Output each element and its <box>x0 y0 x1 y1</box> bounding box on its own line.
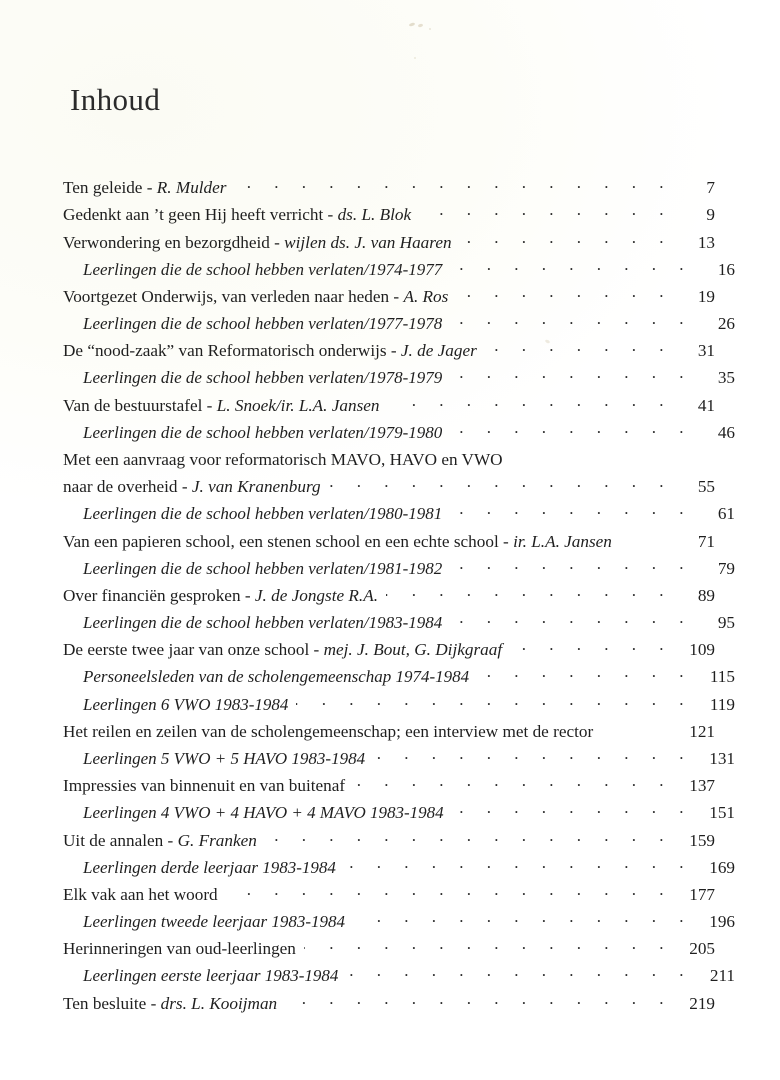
toc-entry-separator: - <box>142 178 157 198</box>
dot-leader <box>234 176 673 193</box>
dot-leader <box>601 720 673 737</box>
toc-page-number: 9 <box>706 205 715 225</box>
toc-page-number: 55 <box>697 477 715 497</box>
toc-page-number: 61 <box>717 504 735 524</box>
toc-entry-title: Over financiën gesproken - J. de Jongste R.A. <box>63 586 379 605</box>
toc-entry-title: Verwondering en bezorgdheid - wijlen ds. J. van Haaren <box>63 232 452 252</box>
toc-entry-title: Uit de annalen - G. Franken <box>63 830 257 850</box>
toc-entry[interactable] <box>63 720 715 747</box>
table-of-contents <box>63 176 735 1019</box>
toc-entry-separator: - <box>177 477 192 497</box>
dot-leader <box>460 230 673 247</box>
toc-entry-author: drs. L. Kooijman <box>160 993 278 1013</box>
dot-leader <box>450 421 693 438</box>
dot-leader <box>285 992 673 1009</box>
toc-entry[interactable] <box>63 448 715 475</box>
toc-page-number: 151 <box>709 803 735 823</box>
toc-sub-entry[interactable] <box>63 611 735 638</box>
toc-page-number: 109 <box>689 640 715 660</box>
toc-entry-title: Ten geleide - R. Mulder <box>63 178 227 198</box>
toc-entry[interactable] <box>63 529 715 556</box>
toc-entry-author: L. Snoek/ir. L.A. Jansen <box>216 395 380 415</box>
scan-speck <box>414 57 416 59</box>
toc-entry[interactable] <box>63 394 715 421</box>
dot-leader <box>450 258 693 275</box>
toc-entry-title: Gedenkt aan ’t geen Hij heeft verricht - ds. L. Blok <box>63 205 412 225</box>
toc-page-number: 169 <box>709 857 735 877</box>
toc-entry-author: ir. L.A. Jansen <box>513 531 612 551</box>
toc-entry-title: naar de overheid - J. van Kranenburg <box>63 477 321 497</box>
toc-entry[interactable] <box>63 774 715 801</box>
dot-leader <box>450 366 693 383</box>
dot-leader <box>353 774 673 791</box>
toc-entry[interactable] <box>63 992 715 1019</box>
toc-sub-entry[interactable] <box>63 665 735 692</box>
scan-speck <box>409 22 416 27</box>
toc-page-number: 19 <box>697 286 715 306</box>
dot-leader <box>419 203 673 220</box>
toc-page-number: 46 <box>717 422 735 442</box>
toc-entry-title: Van een papieren school, een stenen school en een echte school - ir. L.A. Jansen <box>63 531 612 551</box>
toc-entry-separator: - <box>309 640 324 660</box>
toc-entry-title: Leerlingen eerste leerjaar 1983-1984 <box>83 966 339 986</box>
toc-entry-title: Elk vak aan het woord <box>63 885 218 905</box>
dot-leader <box>450 312 693 329</box>
toc-entry-separator: - <box>323 205 338 225</box>
dot-leader <box>386 584 673 601</box>
toc-sub-entry[interactable] <box>63 366 735 393</box>
toc-entry-separator: - <box>386 341 401 361</box>
toc-page-number: 159 <box>689 830 715 850</box>
toc-entry-title: Leerlingen die de school hebben verlaten/1979-1980 <box>83 422 443 442</box>
dot-leader <box>346 964 693 981</box>
dot-leader <box>485 339 673 356</box>
toc-page-number: 13 <box>697 232 715 252</box>
toc-entry-author: mej. J. Bout, G. Dijkgraaf <box>323 640 503 660</box>
toc-entry[interactable] <box>63 339 715 366</box>
toc-sub-entry[interactable] <box>63 557 735 584</box>
toc-entry-author: A. Ros <box>403 286 449 306</box>
toc-page-number: 177 <box>689 885 715 905</box>
toc-entry-separator: - <box>240 586 255 605</box>
toc-entry-title: Impressies van binnenuit en van buitenaf <box>63 776 346 796</box>
toc-sub-entry[interactable] <box>63 747 735 774</box>
toc-entry-author: ds. L. Blok <box>337 205 412 225</box>
toc-entry-author: G. Franken <box>177 830 257 850</box>
toc-entry-title: Van de bestuurstafel - L. Snoek/ir. L.A. Jansen <box>63 395 380 415</box>
toc-page-number: 89 <box>697 586 715 605</box>
dot-leader <box>450 502 693 519</box>
dot-leader <box>353 910 693 927</box>
toc-entry-title: Leerlingen die de school hebben verlaten/1977-1978 <box>83 313 443 333</box>
toc-page-number: 115 <box>709 667 735 687</box>
toc-entry-separator: - <box>269 232 285 252</box>
toc-sub-entry[interactable] <box>63 910 735 937</box>
dot-leader <box>373 747 693 764</box>
dot-leader <box>226 883 673 900</box>
toc-entry-author: J. de Jongste R.A. <box>254 586 379 605</box>
toc-entry-title: Leerlingen die de school hebben verlaten/1980-1981 <box>83 504 443 524</box>
toc-entry-title: Leerlingen 5 VWO + 5 HAVO 1983-1984 <box>83 748 366 768</box>
dot-leader <box>296 693 693 710</box>
toc-sub-entry[interactable] <box>63 964 735 991</box>
toc-entry-title: Leerlingen 4 VWO + 4 HAVO + 4 MAVO 1983-1984 <box>83 803 444 823</box>
toc-entry-separator: - <box>389 286 404 306</box>
toc-entry[interactable] <box>63 176 715 203</box>
toc-page-number: 121 <box>689 721 715 741</box>
toc-sub-entry[interactable] <box>63 856 735 883</box>
dot-leader <box>456 285 673 302</box>
toc-entry-title: Personeelsleden van de scholengemeenschap 1974-1984 <box>83 667 470 687</box>
dot-leader <box>388 394 674 411</box>
toc-entry[interactable] <box>63 230 715 257</box>
dot-leader <box>620 529 673 546</box>
toc-entry-title: Herinneringen van oud-leerlingen <box>63 939 296 959</box>
toc-page-number: 35 <box>717 368 735 388</box>
toc-entry[interactable] <box>63 584 715 611</box>
toc-page-number: 95 <box>717 613 735 632</box>
page-title: Inhoud <box>70 81 161 117</box>
scan-speck <box>429 28 431 30</box>
toc-entry[interactable] <box>63 638 715 665</box>
toc-entry-separator: - <box>202 395 217 415</box>
toc-page-number: 79 <box>717 558 735 578</box>
toc-page-number: 41 <box>697 395 715 415</box>
toc-sub-entry[interactable] <box>63 312 735 339</box>
dot-leader <box>450 611 693 628</box>
toc-page-number: 137 <box>689 776 715 796</box>
toc-entry[interactable] <box>63 829 715 856</box>
toc-entry[interactable] <box>63 937 715 964</box>
toc-entry-title: Voortgezet Onderwijs, van verleden naar heden - A. Ros <box>63 286 449 306</box>
toc-entry-title: Ten besluite - drs. L. Kooijman <box>63 993 278 1013</box>
toc-entry-title: Leerlingen derde leerjaar 1983-1984 <box>83 857 336 877</box>
dot-leader <box>503 448 673 465</box>
toc-entry-title: Leerlingen die de school hebben verlaten/1981-1982 <box>83 558 443 578</box>
toc-entry-title: Het reilen en zeilen van de scholengemeenschap; een interview met de rector <box>63 721 594 741</box>
toc-entry-separator: - <box>498 531 514 551</box>
toc-sub-entry[interactable] <box>63 421 735 448</box>
dot-leader <box>510 638 673 655</box>
toc-entry-title: De “nood-zaak” van Reformatorisch onderwijs - J. de Jager <box>63 341 477 361</box>
toc-entry-author: R. Mulder <box>156 178 227 198</box>
toc-entry-title: Leerlingen die de school hebben verlaten/1983-1984 <box>83 613 443 632</box>
toc-page-number: 211 <box>709 966 735 986</box>
toc-entry-title: Met een aanvraag voor reformatorisch MAVO, HAVO en VWO <box>63 450 503 470</box>
dot-leader <box>344 856 693 873</box>
toc-entry-separator: - <box>146 993 161 1013</box>
toc-page-number: 26 <box>717 313 735 333</box>
toc-page-number: 7 <box>706 178 715 198</box>
dot-leader <box>477 665 693 682</box>
toc-entry-author: wijlen ds. J. van Haaren <box>284 232 452 252</box>
dot-leader <box>304 937 673 954</box>
toc-page-number: 205 <box>689 939 715 959</box>
toc-entry-author: J. de Jager <box>400 341 477 361</box>
toc-sub-entry[interactable] <box>63 258 735 285</box>
toc-page-number: 196 <box>709 912 735 932</box>
toc-sub-entry[interactable] <box>63 502 735 529</box>
toc-entry-title: De eerste twee jaar van onze school - mej. J. Bout, G. Dijkgraaf <box>63 640 503 660</box>
toc-page-number: 119 <box>709 694 735 714</box>
toc-entry-title: Leerlingen 6 VWO 1983-1984 <box>83 694 289 714</box>
dot-leader <box>329 475 673 492</box>
dot-leader <box>452 801 693 818</box>
toc-page-number: 31 <box>697 341 715 361</box>
toc-sub-entry[interactable] <box>63 801 735 828</box>
toc-entry-author: J. van Kranenburg <box>191 477 321 497</box>
toc-page-number: 16 <box>717 259 735 279</box>
toc-page-number: 131 <box>709 748 735 768</box>
scan-speck <box>418 23 424 27</box>
dot-leader <box>265 829 673 846</box>
toc-entry[interactable] <box>63 475 715 502</box>
toc-sub-entry[interactable] <box>63 693 735 720</box>
toc-entry-title: Leerlingen die de school hebben verlaten/1978-1979 <box>83 368 443 388</box>
toc-entry-separator: - <box>163 830 178 850</box>
toc-entry[interactable] <box>63 203 715 230</box>
toc-entry-title: Leerlingen tweede leerjaar 1983-1984 <box>83 912 346 932</box>
toc-entry[interactable] <box>63 883 715 910</box>
toc-entry-title: Leerlingen die de school hebben verlaten/1974-1977 <box>83 259 443 279</box>
toc-page-number: 219 <box>689 993 715 1013</box>
toc-entry[interactable] <box>63 285 715 312</box>
toc-page-number: 71 <box>697 531 715 551</box>
dot-leader <box>450 557 693 574</box>
